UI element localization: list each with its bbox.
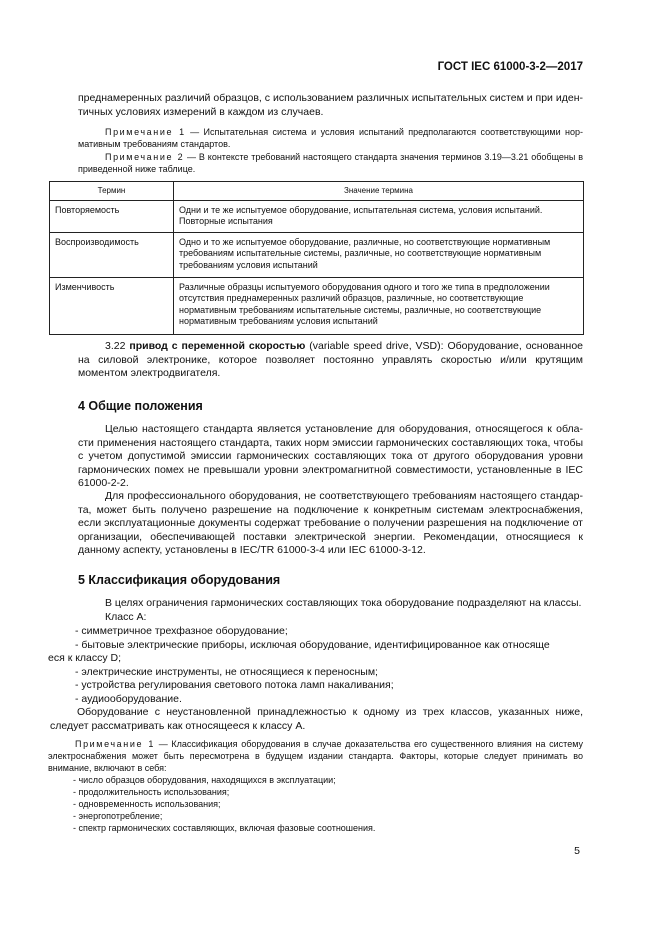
note-top-2 <box>78 151 583 175</box>
class-a-item: - устройства регулирования светового потока ламп накаливания; <box>75 679 394 691</box>
note-text: — В контексте требований настоящего стандарта значения терминов 3.19—3.21 обобщены в приведенной ниже таблице. <box>78 152 583 175</box>
table-header-row <box>50 182 584 201</box>
note-label: Примечание 1 <box>105 127 186 137</box>
table-cell-meaning: Одни и те же испытуемое оборудование, испытательная система, условия испытаний. Повторные испытания <box>174 200 584 232</box>
definition-term: привод с переменной скоростью <box>129 340 306 352</box>
table-cell-term: Воспроизводимость <box>50 232 174 277</box>
table-row <box>50 277 584 334</box>
note-list-item: - энергопотребление; <box>73 811 163 821</box>
table-cell-term: Изменчивость <box>50 277 174 334</box>
definition-3-22 <box>78 340 583 381</box>
section-5-note <box>48 738 583 775</box>
table-row <box>50 232 584 277</box>
table-cell-meaning: Одно и то же испытуемое оборудование, различные, но соответствующие нормативным требованиям испытательные системы, различные, но соответствующие нормативным требованиям условия испытаний <box>174 232 584 277</box>
document-code-header: ГОСТ IEC 61000-3-2—2017 <box>437 61 583 73</box>
note-label: Примечание 2 <box>105 152 185 162</box>
note-list-item: - продолжительность использования; <box>73 787 230 797</box>
class-a-item: - электрические инструменты, не относящиеся к переносным; <box>75 666 378 678</box>
section-5-paragraph-1: В целях ограничения гармонических составляющих тока оборудование подразделяют на классы. <box>105 597 582 609</box>
section-4-paragraph-1: Целью настоящего стандарта является установление для оборудования, относящегося к области применения настоящего стандарта, таких норм эмиссии гармонических составляющих тока, чтобы с учетом допустимой эмиссии гармонических составляющих тока от другого оборудования уровни гармонических помех не превышали уровни электромагнитной совместимости, установленные в IEC 61000-2-2. <box>78 423 583 490</box>
note-list-item: - одновременность использования; <box>73 799 221 809</box>
class-a-label: Класс А: <box>105 611 147 623</box>
page-number: 5 <box>574 845 580 857</box>
intro-paragraph: преднамеренных различий образцов, с использованием различных испытательных систем и при идентичных условиях измерений в каждом из случаев. <box>78 92 583 118</box>
note-top-1 <box>78 126 583 150</box>
table-row <box>50 200 584 232</box>
section-5-paragraph-2: Оборудование с неустановленной принадлежностью к одному из трех классов, указанных ниже, следует рассматривать как относящееся к классу А. <box>50 706 583 732</box>
note-list-item: - число образцов оборудования, находящихся в эксплуатации; <box>73 775 336 785</box>
class-a-item-continuation: еся к классу D; <box>48 652 122 664</box>
table-cell-term: Повторяемость <box>50 200 174 232</box>
class-a-item: - симметричное трехфазное оборудование; <box>75 625 288 637</box>
table-header-meaning: Значение термина <box>174 182 584 201</box>
section-4-title: 4 Общие положения <box>78 399 203 413</box>
note-text: — Испытательная система и условия испытаний предполагаются соответствующими нормативным требованиям стандартов. <box>78 127 583 150</box>
class-a-item: - бытовые электрические приборы, исключая оборудование, идентифицированное как относяще <box>75 639 550 651</box>
terms-table <box>49 181 584 335</box>
section-4-paragraph-2: Для профессионального оборудования, не соответствующего требованиям настоящего стандарта, может быть получено разрешение на подключение к конкретным системам электроснабжения, если эксплуатационные документы содержат требование о получении разрешения на подключение от организации, обеспечивающей поставки электрической энергии. Рекомендации, относящиеся к данному аспекту, установлены в IEC/TR 61000-3-4 или IEC 61000-3-12. <box>78 490 583 557</box>
note-label: Примечание 1 <box>75 739 155 749</box>
table-header-term: Термин <box>50 182 174 201</box>
definition-text: (variable speed drive, VSD): Оборудование, основанное на силовой электронике, которое позволяет постоянно управлять скоростью и/или крутящим моментом электродвигателя. <box>78 340 583 380</box>
class-a-item: - аудиооборудование. <box>75 693 182 705</box>
definition-number: 3.22 <box>105 340 126 352</box>
section-5-title: 5 Классификация оборудования <box>78 573 281 587</box>
note-text: — Классификация оборудования в случае доказательства его существенного влияния на систему электроснабжения может быть пересмотрена в будущем издании стандарта. Факторы, которые следует принимать во внимание, включают в себя: <box>48 739 583 774</box>
note-list-item: - спектр гармонических составляющих, включая фазовые соотношения. <box>73 823 376 833</box>
table-cell-meaning: Различные образцы испытуемого оборудования одного и того же типа в предположении отсутствия преднамеренных различий образцов, различные, но соответствующие нормативным требованиям испытательные системы, различные, но соответствующие нормативным требованиям условия испытаний <box>174 277 584 334</box>
